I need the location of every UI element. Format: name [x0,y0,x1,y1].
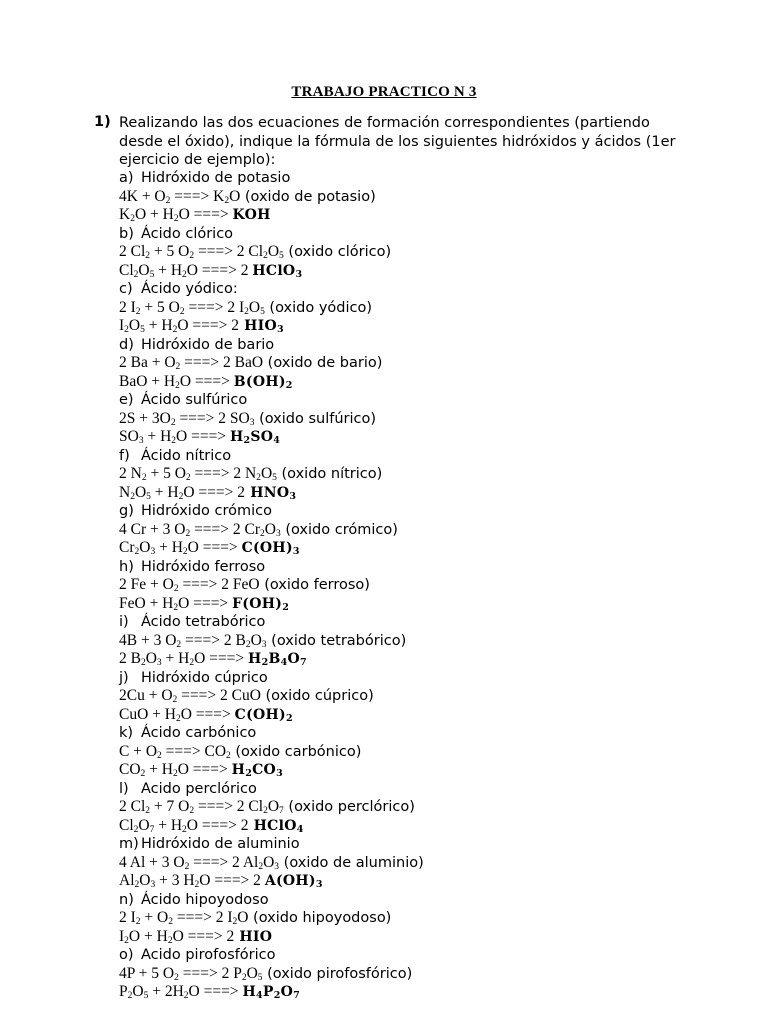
product-formula: HClO$_3$ [252,262,303,280]
oxide-equation [119,687,719,706]
oxide-name: (oxido de aluminio) [279,854,424,871]
oxide-equation [119,854,719,873]
reactants: $SO_3 + H_2O$ ===> [119,428,230,446]
product-equation [119,983,719,1002]
reactants: $I_2O + H_2O$ ===> 2 [119,927,235,946]
question-number: 1) [94,114,111,130]
reactants: 2 $B_2O_3 + H_2O$ ===> [119,650,249,668]
oxide-name: (oxido pirofosfórico) [262,965,413,982]
exercise-letter: h) [119,558,134,575]
exercise-label [119,225,719,244]
oxide-name: (oxido perclórico) [283,799,415,815]
product-formula: $B(OH)_2$ [233,373,293,391]
product-equation [119,817,719,836]
exercise-label [119,780,719,799]
product-equation [119,262,719,281]
compound-name: Ácido sulfúrico [141,392,248,408]
oxide-formation: 4 Al + 3 $O_2$ ===> 2 $Al_2O_3$ [119,853,280,872]
oxide-equation [119,632,719,651]
exercise-letter: c) [119,281,133,297]
compound-name: Hidróxido crómico [141,503,272,519]
oxide-name: (oxido de potasio) [240,188,376,205]
compound-name: Acido pirofosfórico [141,947,276,963]
oxide-formation: 4B + 3 $O_2$ ===> 2 $B_2O_3$ [119,631,267,650]
exercise-letter: n) [119,891,134,908]
product-formula: $HIO_3$ [238,318,284,335]
reactants: $I_2O_5 + H_2O$ ===> 2 [119,317,239,335]
oxide-equation [119,521,719,540]
exercise-letter: o) [119,947,134,963]
product-equation [119,872,719,891]
product-equation [119,428,719,447]
product-formula: HClO$_4$ [248,817,304,835]
compound-name: Acido perclórico [141,780,257,797]
oxide-equation [119,743,719,762]
product-equation [119,317,719,336]
exercise-label [119,169,719,188]
oxide-name: (oxido de bario) [263,355,383,371]
exercise-label [119,724,719,743]
exercise-label [119,891,719,910]
exercise-letter: b) [119,225,134,242]
oxide-name: (oxido hipoyodoso) [248,910,392,926]
oxide-name: (oxido sulfúrico) [254,410,377,427]
compound-name: Hidróxido de aluminio [141,836,300,852]
exercise-letter: f) [119,447,130,464]
oxide-formation: 2 $I_2 + 5$ $O_2$ ===> 2 $I_2O_5$ [119,298,265,317]
product-formula: $A(OH)_3$ [264,873,323,890]
compound-name: Hidróxido de bario [141,336,275,353]
exercise-label [119,946,719,965]
exercise-label [119,336,719,355]
compound-name: Ácido yódico: [141,281,238,297]
oxide-formation: $4K + O_2$ ===> $K_2O$ [119,187,241,206]
product-equation [119,650,719,669]
compound-name: Ácido clórico [141,225,234,242]
exercise-label [119,280,719,299]
product-equation [119,928,719,947]
exercise-label [119,502,719,521]
oxide-equation [119,188,719,207]
compound-name: Ácido nítrico [141,447,232,464]
oxide-equation [119,965,719,984]
oxide-equation [119,576,719,595]
product-equation [119,539,719,558]
product-formula: HIO [234,928,273,945]
exercise-label [119,613,719,632]
question-intro: Realizando las dos ecuaciones de formación correspondientes (partiendo desde el óxido), indique la fórmula de los siguientes hidróxidos y ácidos (1er ejercicio de ejemplo): [119,115,676,168]
reactants: $CO_2 + H_2O$ ===> [119,761,232,779]
oxide-equation [119,465,719,484]
page-title: TRABAJO PRACTICO N 3 [291,84,477,100]
exercise-label [119,835,719,854]
oxide-formation: 2 $Cl_2 + 7$ $O_2$ ===> 2 $Cl_2O_7$ [119,798,284,816]
exercise-list [119,169,719,1002]
exercise-letter: a) [119,170,134,186]
reactants: CuO + $H_2O$ ===> [119,705,235,724]
exercise-letter: g) [119,503,134,519]
compound-name: Hidróxido de potasio [141,170,291,186]
oxide-formation: 2 $Ba + O_2$ ===> 2 BaO [119,354,264,372]
oxide-equation [119,798,719,817]
oxide-name: (oxido nítrico) [276,466,383,482]
compound-name: Hidróxido cúprico [141,669,268,686]
compound-name: Ácido tetrabórico [141,614,266,630]
reactants: $K_2O + H_2O$ ===> [119,206,233,224]
oxide-formation: $2S + 3O_2$ ===> 2 $SO_3$ [119,409,255,428]
oxide-equation [119,909,719,928]
reactants: FeO + $H_2O$ ===> [119,594,233,613]
exercise-letter: j) [119,669,129,686]
exercise-label [119,391,719,410]
oxide-equation [119,243,719,262]
product-equation [119,484,719,503]
oxide-name: (oxido tetrabórico) [266,632,407,649]
product-equation [119,595,719,614]
exercise-letter: l) [119,780,129,797]
product-formula: KOH [232,207,271,223]
product-formula: $H_2B_4O_7$ [248,651,307,668]
oxide-formation: 4P + 5 $O_2$ ===> 2 $P_2O_5$ [119,964,263,983]
product-formula: $F(OH)_2$ [232,595,290,613]
reactants: $Cl_2O_7 + H_2O$ ===> 2 [119,816,249,835]
oxide-equation [119,299,719,318]
exercise-label [119,447,719,466]
exercise-label [119,558,719,577]
oxide-name: (oxido cúprico) [260,688,374,704]
product-formula: $H_2CO_3$ [231,762,283,779]
exercise-letter: i) [119,614,129,630]
product-formula: $HNO_3$ [245,484,297,502]
oxide-formation: $C + O_2$ ===> $CO_2$ [119,742,231,761]
oxide-formation: 2 $I_2 + O_2$ ===> 2 $I_2O$ [119,909,249,927]
reactants: $Al_2O_3 + 3$ $H_2O$ ===> 2 [119,872,265,890]
oxide-formation: 2 $N_2 + 5$ $O_2$ ===> 2 $N_2O_5$ [119,465,277,483]
oxide-name: (oxido ferroso) [259,577,370,593]
product-equation [119,206,719,225]
oxide-name: (oxido carbónico) [230,743,362,760]
exercise-letter: e) [119,392,134,408]
oxide-name: (oxido crómico) [280,521,398,538]
product-equation [119,373,719,392]
reactants: $Cr_2O_3 + H_2O$ ===> [119,539,242,557]
product-formula: $H_4P_2O_7$ [242,984,301,1001]
compound-name: Ácido hipoyodoso [141,891,269,908]
exercise-letter: d) [119,336,134,353]
oxide-name: (oxido yódico) [264,299,372,316]
oxide-formation: 2 $Cl_2 + 5$ $O_2$ ===> 2 $Cl_2O_5$ [119,243,284,261]
oxide-name: (oxido clórico) [283,244,392,260]
reactants: $P_2O_5 + 2H_2O$ ===> [119,983,243,1001]
reactants: $N_2O_5 + H_2O$ ===> 2 [119,483,246,502]
compound-name: Ácido carbónico [141,725,257,741]
oxide-formation: $2Cu + O_2$ ===> 2 CuO [119,687,261,705]
oxide-equation [119,354,719,373]
reactants: BaO + $H_2O$ ===> [119,372,234,391]
product-formula: $C(OH)_2$ [234,706,293,724]
product-formula: $H_2SO_4$ [229,429,281,446]
reactants: $Cl_2O_5 + H_2O$ ===> 2 [119,261,253,280]
exercise-letter: k) [119,725,134,741]
product-equation [119,706,719,725]
exercise-label [119,669,719,688]
product-formula: $C(OH)_3$ [241,540,300,557]
product-equation [119,761,719,780]
exercise-letter: m) [119,836,139,852]
oxide-formation: 2 $Fe + O_2$ ===> 2 FeO [119,576,260,594]
oxide-formation: 4 Cr + 3 $O_2$ ===> 2 $Cr_2O_3$ [119,520,281,539]
oxide-equation [119,410,719,429]
compound-name: Hidróxido ferroso [141,558,266,575]
